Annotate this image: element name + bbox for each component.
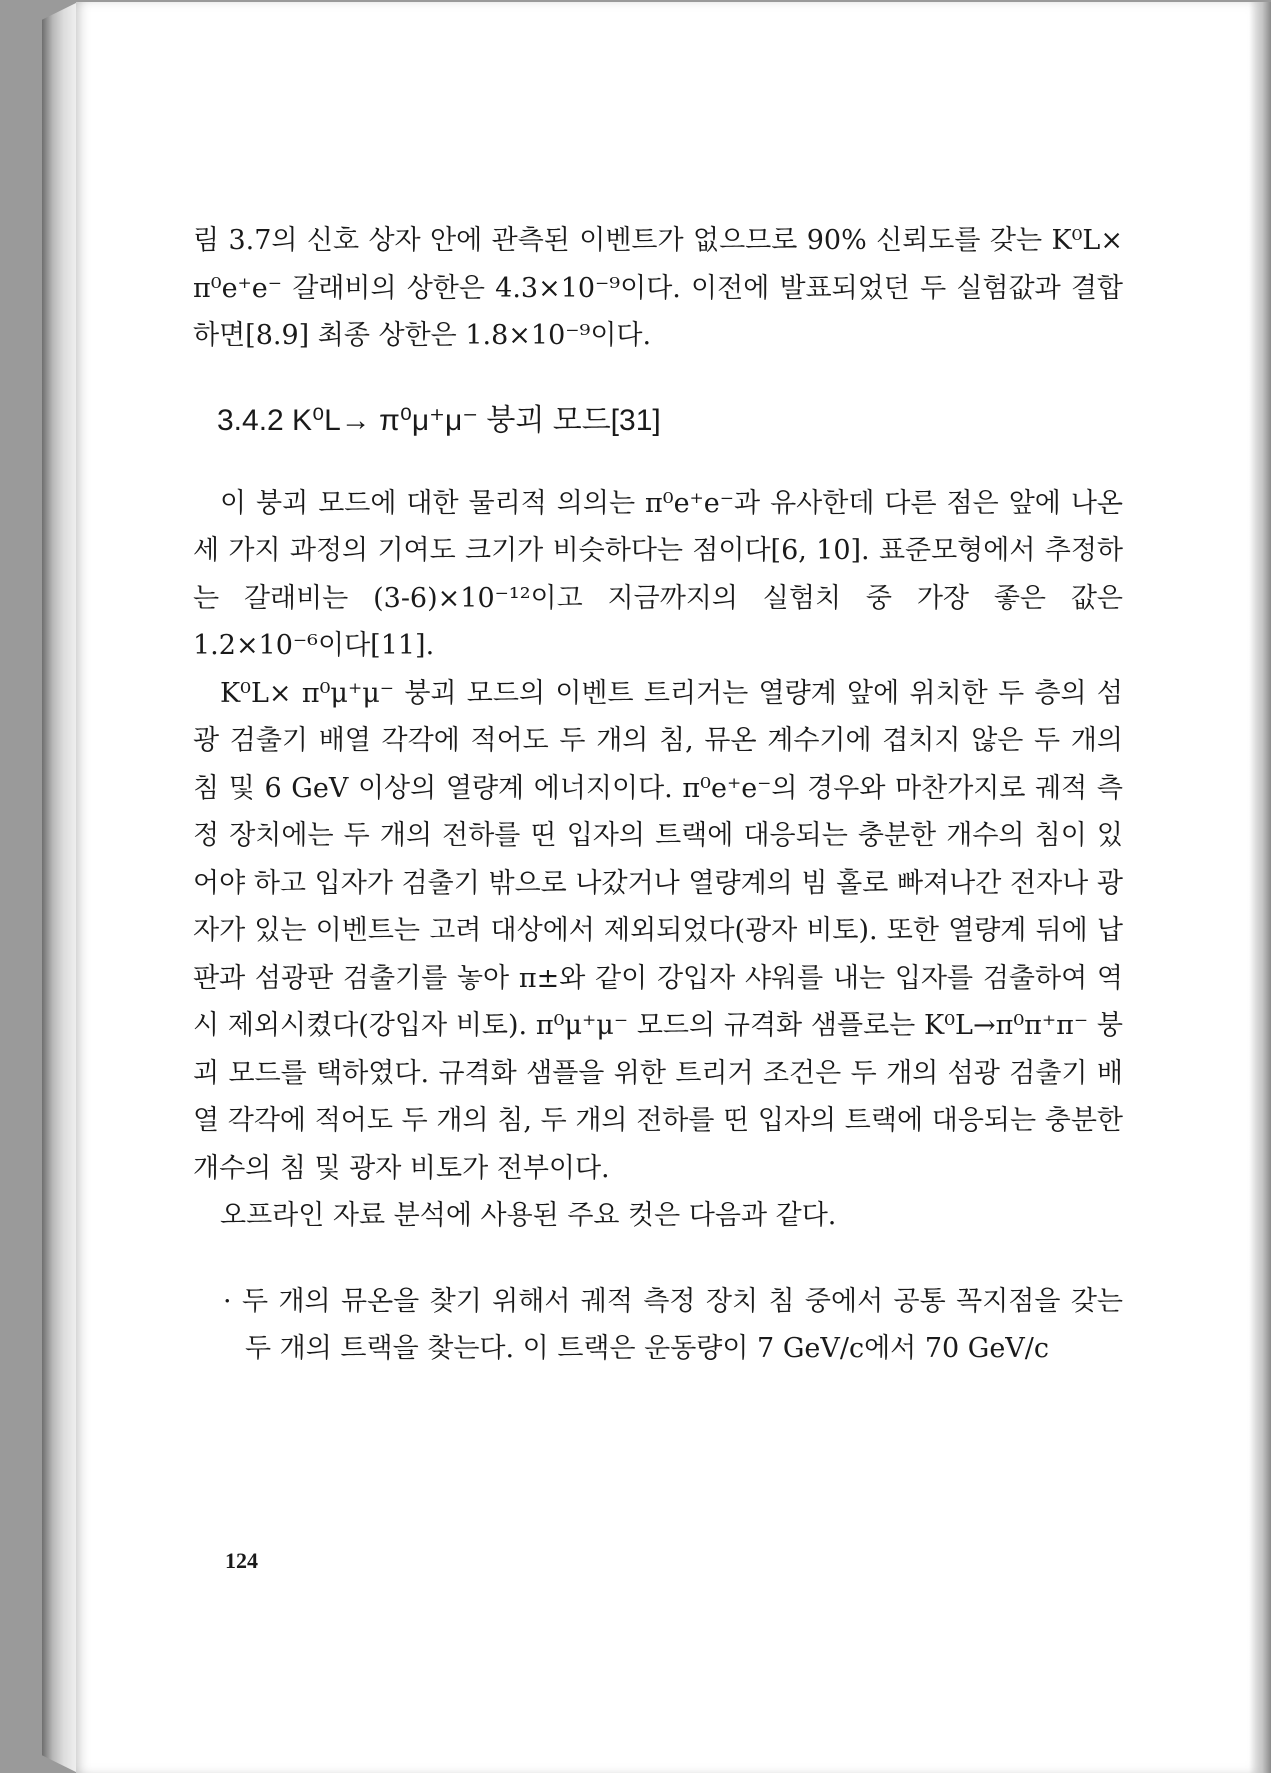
page-content — [193, 217, 1123, 1373]
paragraph-1: 이 붕괴 모드에 대한 물리적 의의는 π⁰e⁺e⁻과 유사한데 다른 점은 앞에 나온 세 가지 과정의 기여도 크기가 비슷하다는 점이다[6, 10]. 표준모형에서 추정하는 갈래비는 (3-6)×10⁻¹²이고 지금까지의 실험치 중 가장 좋은 값은 1.2×10⁻⁶이다[11]. — [193, 487, 1123, 661]
book-spine — [42, 2, 78, 1773]
paragraph-3: 오프라인 자료 분석에 사용된 주요 컷은 다음과 같다. — [220, 1200, 837, 1231]
bullet-item: · 두 개의 뮤온을 찾기 위해서 궤적 측정 장치 침 중에서 공통 꼭지점을 갖는 두 개의 트랙을 찾는다. 이 트랙은 운동량이 7 GeV/c에서 70 GeV/c — [223, 1285, 1123, 1364]
page-edge-shadow — [1249, 2, 1271, 1773]
page-number: 124 — [225, 1548, 258, 1573]
paragraph-2: K⁰L× π⁰μ⁺μ⁻ 붕괴 모드의 이벤트 트리거는 열량계 앞에 위치한 두 층의 섬광 검출기 배열 각각에 적어도 두 개의 침, 뮤온 계수기에 겹치지 않은 두 개의 침 및 6 GeV 이상의 열량계 에너지이다. π⁰e⁺e⁻의 경우와 마찬가지로 궤적 측정 장치에는 두 개의 전하를 띤 입자의 트랙에 대응되는 충분한 개수의 침이 있어야 하고 입자가 검출기 밖으로 나갔거나 열량계의 빔 홀로 빠져나간 전자나 광자가 있는 이벤트는 고려 대상에서 제외되었다(광자 비토). 또한 열량계 뒤에 납판과 섬광판 검출기를 놓아 π±와 같이 강입자 샤워를 내는 입자를 검출하여 역시 제외시켰다(강입자 비토). π⁰μ⁺μ⁻ 모드의 규격화 샘플로는 K⁰L→π⁰π⁺π⁻ 붕괴 모드를 택하였다. 규격화 샘플을 위한 트리거 조건은 두 개의 섬광 검출기 배열 각각에 적어도 두 개의 침, 두 개의 전하를 띤 입자의 트랙에 대응되는 충분한 개수의 침 및 광자 비토가 전부이다. — [193, 677, 1123, 1184]
section-heading: 3.4.2 K⁰L→ π⁰μ⁺μ⁻ 붕괴 모드[31] — [217, 403, 661, 437]
paragraph-continued: 림 3.7의 신호 상자 안에 관측된 이벤트가 없으므로 90% 신뢰도를 갖는 K⁰L× π⁰e⁺e⁻ 갈래비의 상한은 4.3×10⁻⁹이다. 이전에 발표되었던 두 실험값과 결합하면[8.9] 최종 상한은 1.8×10⁻⁹이다. — [193, 225, 1123, 351]
